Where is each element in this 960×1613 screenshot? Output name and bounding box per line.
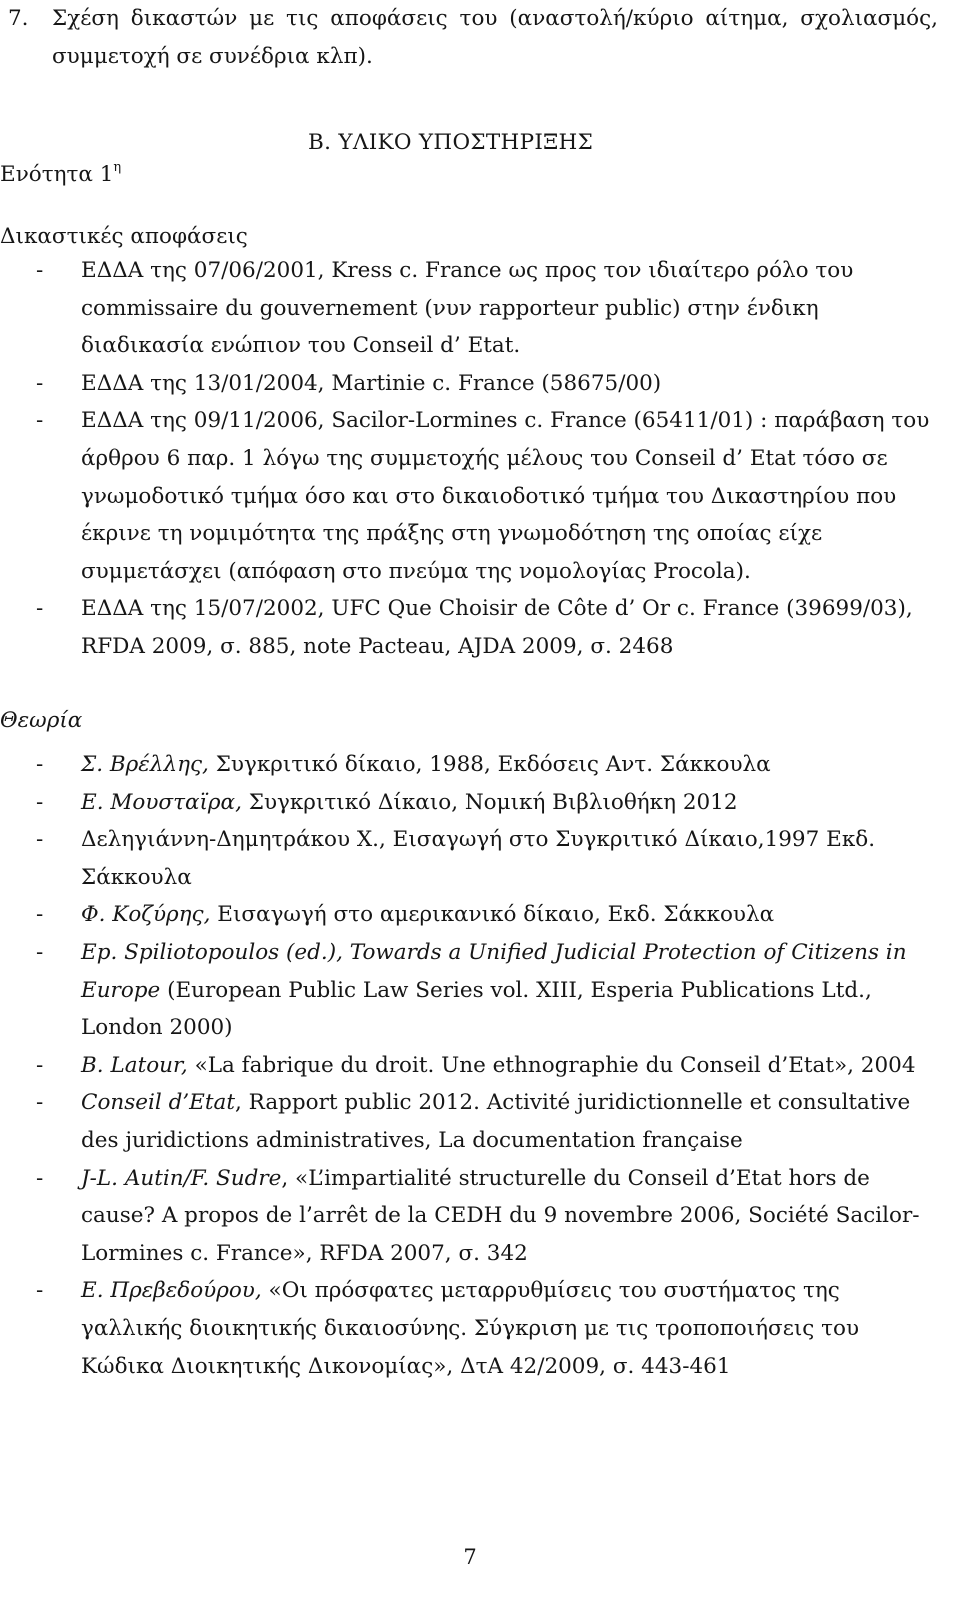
- numbered-item-7: [8, 0, 938, 75]
- list-dash: -: [36, 939, 44, 965]
- reference-author: Conseil d’Etat: [81, 1090, 235, 1116]
- reference-text: Συγκριτικό δίκαιο, 1988, Εκδόσεις Αντ. Σάκκουλα: [208, 752, 771, 777]
- unit-label: Ενότητα 1: [0, 162, 114, 187]
- list-dash: -: [36, 258, 44, 283]
- list-dash: -: [36, 408, 44, 434]
- list-item: [0, 821, 940, 896]
- reference-author: Ε. Μουσταϊρα,: [81, 789, 242, 815]
- list-item: [0, 365, 940, 403]
- list-item-text: ΕΔΔΑ της 09/11/2006, Sacilor-Lormines c. France (65411/01) : παράβαση του άρθρου 6 παρ. 1 λόγω της συμμετοχής μέλους του Conseil d’ Etat τόσο σε γνωμοδοτικό τμήμα όσο και στο δικαιοδοτικό τμήμα του Δικαστηρίου που έκρινε τη νομιμότητα της πράξης στη γνωμοδότηση της οποίας είχε συμμετάσχει (απόφαση στο πνεύμα της νομολογίας Procola).: [81, 408, 930, 584]
- reference-text: Εισαγωγή στο αμερικανικό δίκαιο, Εκδ. Σάκκουλα: [210, 902, 775, 928]
- theory-list: [0, 746, 940, 1385]
- reference-text: «La fabrique du droit. Une ethnographie du Conseil d’Etat», 2004: [187, 1052, 916, 1078]
- decisions-list: [0, 252, 940, 666]
- list-item: [0, 252, 940, 365]
- page-number: 7: [463, 1545, 477, 1569]
- section-b-heading: Β. ΥΛΙΚΟ ΥΠΟΣΤΗΡΙΞΗΣ: [308, 130, 594, 155]
- list-dash: -: [36, 1052, 44, 1078]
- list-dash: -: [36, 827, 44, 853]
- list-dash: -: [36, 1278, 44, 1304]
- list-item-text: ΕΔΔΑ της 15/07/2002, UFC Que Choisir de Côte d’ Or c. France (39699/03), RFDA 2009, σ. 885, note Pacteau, AJDA 2009, σ. 2468: [81, 596, 913, 659]
- list-item: [0, 1160, 940, 1273]
- list-item-text: ΕΔΔΑ της 13/01/2004, Martinie c. France (58675/00): [81, 370, 662, 396]
- reference-text: Δεληγιάννη-Δημητράκου Χ., Εισαγωγή στο Συγκριτικό Δίκαιο,1997 Εκδ. Σάκκουλα: [81, 827, 876, 890]
- list-dash: -: [36, 789, 44, 815]
- reference-author: Σ. Βρέλλης,: [81, 752, 209, 777]
- theory-heading: Θεωρία: [0, 708, 83, 733]
- decisions-heading: Δικαστικές αποφάσεις: [0, 224, 248, 249]
- list-item: [0, 746, 940, 784]
- reference-author: Φ. Κοζύρης,: [81, 902, 211, 928]
- unit-heading: [0, 156, 121, 194]
- reference-text: Συγκριτικό Δίκαιο, Νομική Βιβλιοθήκη 2012: [241, 789, 738, 815]
- reference-text: (European Public Law Series vol. XIII, Esperia Publications Ltd., London 2000): [81, 977, 872, 1041]
- list-dash: -: [36, 596, 44, 622]
- reference-author: Ε. Πρεβεδούρου,: [81, 1278, 262, 1304]
- list-item: [0, 1272, 940, 1385]
- list-item: [0, 1047, 940, 1085]
- list-item-text: ΕΔΔΑ της 07/06/2001, Kress c. France ως προς τον ιδιαίτερο ρόλο του commissaire du gouvernement (νυν rapporteur public) στην ένδικη διαδικασία ενώπιον του Conseil d’ Etat.: [81, 258, 854, 359]
- list-item: [0, 402, 940, 590]
- list-dash: -: [36, 1165, 44, 1191]
- list-item: [0, 1084, 940, 1159]
- list-dash: -: [36, 1090, 44, 1116]
- reference-text: , «L’impartialité structurelle du Conseil d’Etat hors de cause? A propos de l’arrêt de la CEDH du 9 novembre 2006, Société Sacilor-Lormines c. France», RFDA 2007, σ. 342: [81, 1165, 920, 1266]
- list-item: [0, 590, 940, 665]
- reference-author: Ep. Spiliotopoulos (ed.), Towards a Unified Judicial Protection of Citizens in Europe: [81, 939, 907, 1003]
- list-dash: -: [36, 752, 44, 777]
- item-number: 7.: [8, 6, 29, 31]
- reference-author: J-L. Autin/F. Sudre: [81, 1165, 282, 1191]
- unit-superscript: η: [113, 159, 122, 175]
- list-item: [0, 896, 940, 934]
- reference-text: , Rapport public 2012. Activité juridictionnelle et consultative des juridictions administratives, La documentation française: [81, 1090, 911, 1153]
- list-dash: -: [36, 370, 44, 396]
- list-item: [0, 784, 940, 822]
- reference-author: B. Latour,: [81, 1052, 188, 1078]
- list-dash: -: [36, 902, 44, 928]
- item-text: Σχέση δικαστών με τις αποφάσεις του (αναστολή/κύριο αίτημα, σχολιασμός, συμμετοχή σε συνέδρια κλπ).: [52, 6, 938, 69]
- list-item: [0, 934, 940, 1047]
- reference-text: «Οι πρόσφατες μεταρρυθμίσεις του συστήματος της γαλλικής διοικητικής δικαιοσύνης. Σύγκριση με τις τροποποιήσεις του Κώδικα Διοικητικής Δικονομίας», ΔτΑ 42/2009, σ. 443-461: [81, 1278, 860, 1379]
